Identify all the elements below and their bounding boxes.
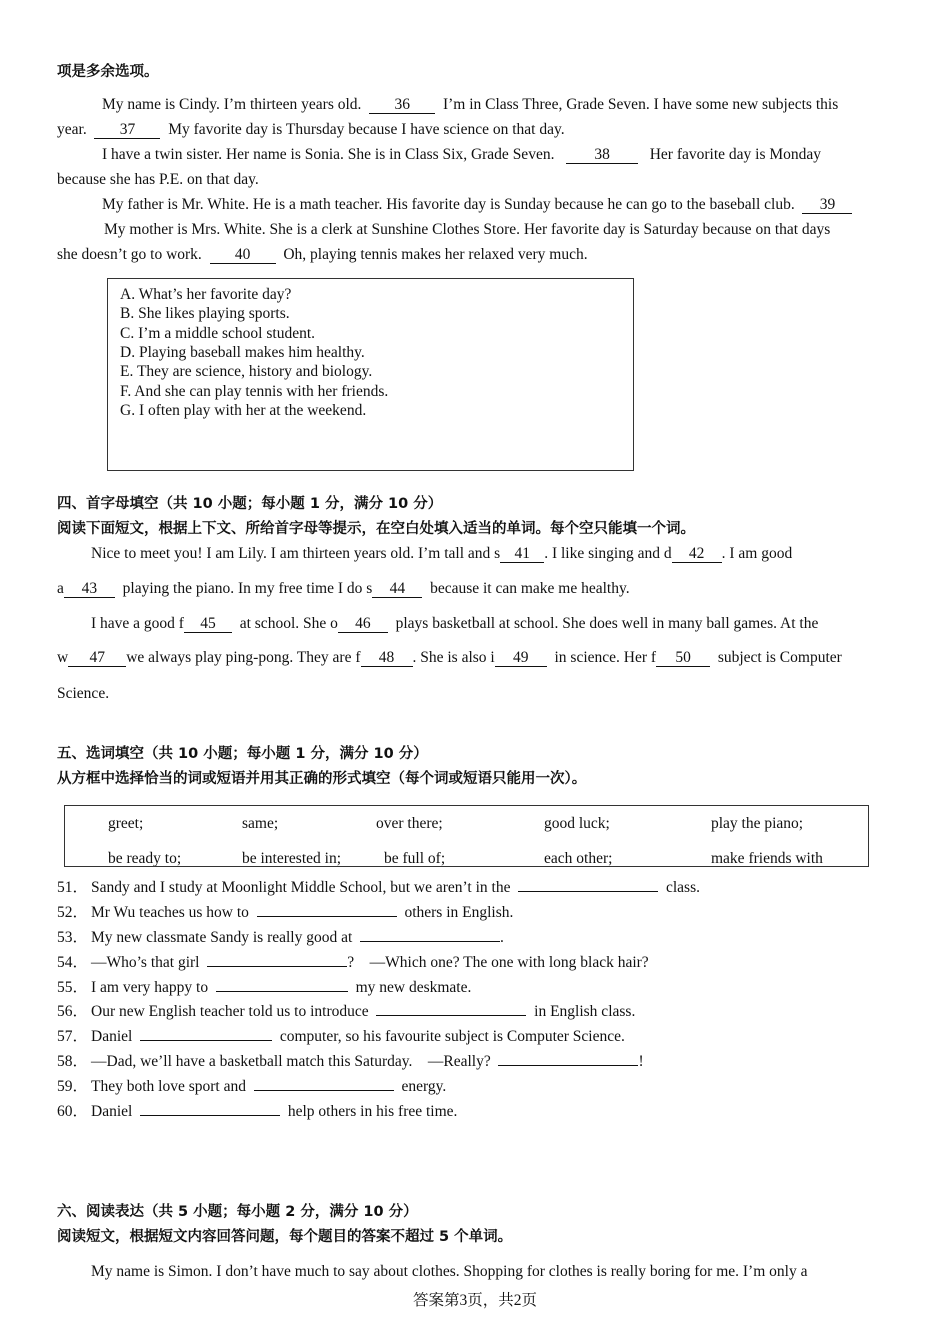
word: over there; [376, 815, 443, 832]
passage-line: My father is Mr. White. He is a math teacher. His favorite day is Sunday because he can go to the baseball club. 39 [102, 195, 852, 215]
passage-line: My name is Simon. I don’t have much to say about clothes. Shopping for clothes is really boring for me. I’m only a [91, 1263, 808, 1280]
option-b: B. She likes playing sports. [120, 305, 290, 322]
blank-48[interactable]: 48 [361, 649, 413, 667]
answer-blank-51[interactable] [518, 891, 658, 892]
section-6-instruction: 阅读短文，根据短文内容回答问题，每个题目的答案不超过 5 个单词。 [57, 1229, 513, 1245]
section-4-heading: 四、首字母填空（共 10 小题；每小题 1 分，满分 10 分） [57, 496, 443, 512]
blank-49[interactable]: 49 [495, 649, 547, 667]
section-5-heading: 五、选词填空（共 10 小题；每小题 1 分，满分 10 分） [57, 746, 428, 762]
answer-blank-57[interactable] [140, 1040, 272, 1041]
passage-line: I have a twin sister. Her name is Sonia. She is in Class Six, Grade Seven. 38 Her favorite day is Monday [102, 146, 822, 163]
word: greet; [108, 815, 144, 832]
blank-37[interactable]: 37 [94, 121, 160, 139]
section-6-heading: 六、阅读表达（共 5 小题；每小题 2 分，满分 10 分） [57, 1204, 418, 1220]
blank-47[interactable]: 47 [68, 649, 126, 667]
passage-line: year. 37 My favorite day is Thursday because I have science on that day. [57, 121, 565, 138]
answer-blank-60[interactable] [140, 1115, 280, 1116]
blank-46[interactable]: 46 [338, 615, 388, 633]
intro-tail: 项是多余选项。 [57, 64, 159, 80]
question-59: 59． They both love sport and energy. [57, 1078, 447, 1095]
page-footer: 答案第3页，共2页 [412, 1292, 537, 1309]
option-g: G. I often play with her at the weekend. [120, 402, 367, 419]
blank-42[interactable]: 42 [672, 545, 722, 563]
blank-41[interactable]: 41 [500, 545, 544, 563]
section-4-instruction: 阅读下面短文，根据上下文、所给首字母等提示，在空白处填入适当的单词。每个空只能填一个词。 [57, 521, 695, 537]
answer-blank-59[interactable] [254, 1090, 394, 1091]
passage-line: My name is Cindy. I’m thirteen years old. 36 I’m in Class Three, Grade Seven. I have some new subjects this [102, 96, 839, 113]
passage-line: Nice to meet you! I am Lily. I am thirteen years old. I’m tall and s 41 . I like singing and d 42 . I am good [91, 545, 793, 562]
word: be interested in; [242, 850, 341, 867]
word-box [64, 805, 869, 867]
question-53: 53． My new classmate Sandy is really good at . [57, 929, 504, 946]
answer-blank-54[interactable] [207, 966, 347, 967]
option-f: F. And she can play tennis with her friends. [120, 383, 389, 400]
word: be ready to; [108, 850, 182, 867]
blank-44[interactable]: 44 [372, 580, 422, 598]
word: be full of; [384, 850, 446, 867]
passage-line: because she has P.E. on that day. [57, 171, 259, 188]
word: same; [242, 815, 279, 832]
blank-38[interactable]: 38 [566, 146, 638, 164]
question-57: 57． Daniel computer, so his favourite subject is Computer Science. [57, 1028, 625, 1045]
section-5-instruction: 从方框中选择恰当的词或短语并用其正确的形式填空（每个词或短语只能用一次）。 [57, 771, 587, 787]
word: good luck; [544, 815, 610, 832]
word: make friends with [711, 850, 823, 867]
question-58: 58． —Dad, we’ll have a basketball match this Saturday. —Really? ! [57, 1053, 644, 1070]
passage-line: I have a good f 45 at school. She o 46 plays basketball at school. She does well in many ball games. At the [91, 615, 819, 632]
question-51: 51． Sandy and I study at Moonlight Middle School, but we aren’t in the class. [57, 879, 700, 896]
word: each other; [544, 850, 613, 867]
blank-39[interactable]: 39 [802, 196, 852, 214]
passage-line: w 47 we always play ping-pong. They are f 48 . She is also i 49 in science. Her f 50 subject is Computer [57, 649, 842, 666]
option-d: D. Playing baseball makes him healthy. [120, 344, 365, 361]
blank-43[interactable]: 43 [64, 580, 115, 598]
answer-blank-55[interactable] [216, 991, 348, 992]
blank-40[interactable]: 40 [210, 246, 276, 264]
option-a: A. What’s her favorite day? [120, 286, 292, 303]
question-56: 56． Our new English teacher told us to introduce in English class. [57, 1003, 636, 1020]
passage-line: she doesn’t go to work. 40 Oh, playing tennis makes her relaxed very much. [57, 246, 588, 263]
question-54: 54． —Who’s that girl ? —Which one? The one with long black hair? [57, 954, 649, 971]
blank-50[interactable]: 50 [656, 649, 710, 667]
option-c: C. I’m a middle school student. [120, 325, 316, 342]
question-60: 60． Daniel help others in his free time. [57, 1103, 458, 1120]
answer-blank-52[interactable] [257, 916, 397, 917]
option-e: E. They are science, history and biology. [120, 363, 373, 380]
passage-line: My mother is Mrs. White. She is a clerk at Sunshine Clothes Store. Her favorite day is Saturday because on that days [104, 221, 831, 238]
question-55: 55． I am very happy to my new deskmate. [57, 979, 472, 996]
blank-45[interactable]: 45 [184, 615, 232, 633]
blank-36[interactable]: 36 [369, 96, 435, 114]
answer-blank-58[interactable] [498, 1065, 638, 1066]
answer-blank-56[interactable] [376, 1015, 526, 1016]
question-52: 52． Mr Wu teaches us how to others in English. [57, 904, 514, 921]
answer-blank-53[interactable] [360, 941, 500, 942]
word: play the piano; [711, 815, 804, 832]
passage-line: Science. [57, 685, 110, 702]
passage-line: a 43 playing the piano. In my free time I do s 44 because it can make me healthy. [57, 580, 630, 597]
